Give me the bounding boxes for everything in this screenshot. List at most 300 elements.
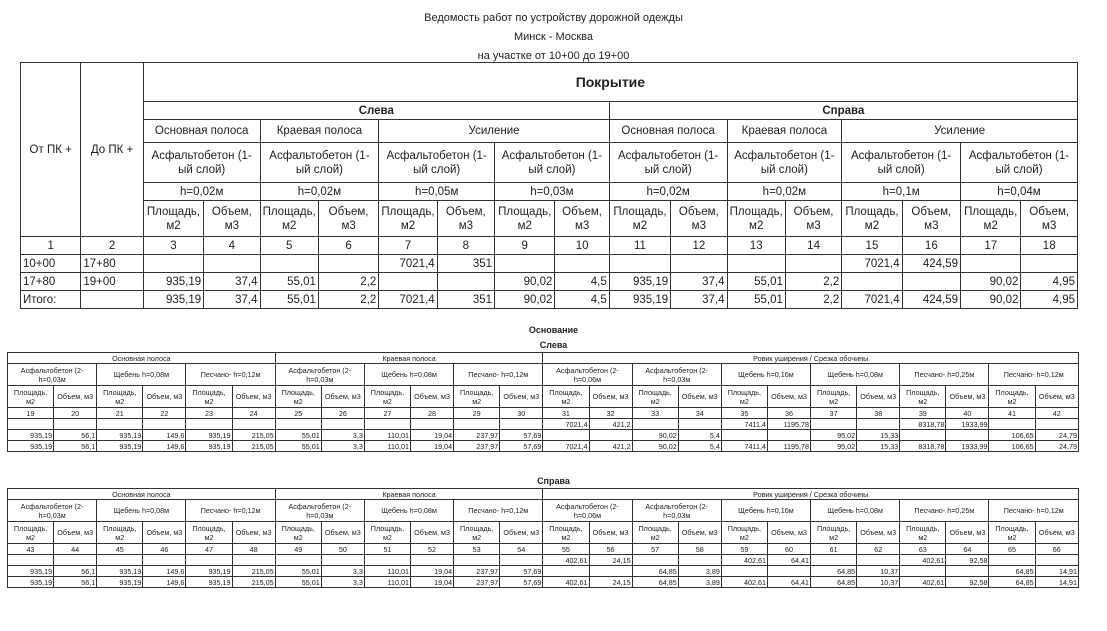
table-cell: 4,95 — [1021, 273, 1078, 291]
table-cell: 935,19 — [186, 441, 232, 452]
table-cell: 57,69 — [500, 430, 543, 441]
table-cell: 1195,78 — [767, 441, 810, 452]
table-cell: 10,37 — [857, 566, 900, 577]
column-number: 56 — [589, 544, 632, 555]
column-number: 30 — [500, 408, 543, 419]
table-cell: 24,15 — [589, 577, 632, 588]
area-header: Площадь, м2 — [364, 386, 410, 408]
area-header: Площадь, м2 — [842, 201, 902, 237]
table-cell: 95,02 — [811, 441, 857, 452]
column-number: 59 — [721, 544, 767, 555]
table-cell: 37,4 — [204, 273, 260, 291]
volume-header: Объем, м3 — [671, 201, 727, 237]
table-cell: Итого: — [21, 291, 81, 309]
column-number: 29 — [454, 408, 500, 419]
table-cell — [495, 255, 555, 273]
table-cell: 14,91 — [1035, 577, 1078, 588]
left-edge-lane: Краевая полоса — [260, 120, 379, 143]
table-cell: 55,01 — [260, 291, 318, 309]
cover-right-header: Справа — [609, 102, 1077, 120]
table-cell: 149,6 — [143, 577, 186, 588]
area-header: Площадь, м2 — [632, 386, 678, 408]
volume-header: Объем, м3 — [1021, 201, 1078, 237]
table-cell: 2,2 — [785, 291, 841, 309]
table-cell: 15,33 — [857, 430, 900, 441]
layer-label: Асфальтобетон (2- h=0,03м — [632, 500, 721, 522]
volume-header: Объем, м3 — [411, 386, 454, 408]
column-number: 21 — [97, 408, 143, 419]
volume-header: Объем, м3 — [411, 522, 454, 544]
table-cell: 7021,4 — [379, 291, 437, 309]
thickness: h=0,02м — [143, 183, 260, 201]
left-reinforcement: Усиление — [379, 120, 609, 143]
column-number: 10 — [555, 237, 609, 255]
area-header: Площадь, м2 — [632, 522, 678, 544]
table-cell: 15,33 — [857, 441, 900, 452]
volume-header: Объем, м3 — [143, 522, 186, 544]
column-number: 22 — [143, 408, 186, 419]
table-cell: 7021,4 — [842, 291, 902, 309]
table-cell: 935,19 — [186, 577, 232, 588]
table-cell: 64,41 — [767, 555, 810, 566]
table-cell: 935,19 — [97, 430, 143, 441]
column-number: 28 — [411, 408, 454, 419]
area-header: Площадь, м2 — [961, 201, 1021, 237]
table-cell: 64,85 — [989, 566, 1035, 577]
area-header: Площадь, м2 — [495, 201, 555, 237]
route-name: Минск - Москва — [513, 31, 594, 43]
table-cell — [785, 255, 841, 273]
table-cell: 90,02 — [495, 291, 555, 309]
layer-label: Асфальтобетон (2-h=0,03м — [8, 500, 97, 522]
column-number: 32 — [589, 408, 632, 419]
table-cell: 10+00 — [21, 255, 81, 273]
document-title: Ведомость работ по устройству дорожной одежды — [424, 12, 683, 24]
table-cell: 935,19 — [8, 441, 54, 452]
table-cell — [379, 273, 437, 291]
table-cell — [411, 419, 454, 430]
table-cell — [97, 555, 143, 566]
column-number: 57 — [632, 544, 678, 555]
volume-header: Объем, м3 — [500, 386, 543, 408]
column-number: 13 — [727, 237, 785, 255]
table-cell: 7021,4 — [543, 441, 589, 452]
volume-header: Объем, м3 — [678, 522, 721, 544]
layer-label: Щебень h=0,08м — [97, 364, 186, 386]
column-number: 65 — [989, 544, 1035, 555]
table-cell: 237,97 — [454, 430, 500, 441]
layer-label: Асфальтобетон (2- h=0,06м — [543, 364, 632, 386]
table-cell: 10,37 — [857, 577, 900, 588]
layer-label: Асфальтобетон (1-ый слой) — [143, 143, 260, 183]
table-cell — [842, 273, 902, 291]
column-number: 2 — [81, 237, 143, 255]
table-cell: 110,01 — [364, 430, 410, 441]
area-header: Площадь, м2 — [543, 386, 589, 408]
table-cell — [678, 419, 721, 430]
area-header: Площадь, м2 — [900, 386, 946, 408]
layer-label: Щебень h=0,08м — [97, 500, 186, 522]
column-number: 34 — [678, 408, 721, 419]
table-cell: 90,02 — [961, 273, 1021, 291]
table-cell — [186, 555, 232, 566]
table-cell: 351 — [437, 255, 494, 273]
column-number: 3 — [143, 237, 203, 255]
volume-header: Объем, м3 — [678, 386, 721, 408]
table-cell: 8318,78 — [900, 419, 946, 430]
table-cell: 215,05 — [232, 577, 275, 588]
table-cell — [321, 555, 364, 566]
table-cell — [364, 419, 410, 430]
area-header: Площадь, м2 — [721, 522, 767, 544]
area-header: Площадь, м2 — [8, 386, 54, 408]
table-cell: 149,6 — [143, 566, 186, 577]
volume-header: Объем, м3 — [437, 201, 494, 237]
thickness: h=0,04м — [961, 183, 1078, 201]
to-pk-header: До ПК + — [81, 63, 143, 237]
table-cell: 935,19 — [97, 566, 143, 577]
column-number: 45 — [97, 544, 143, 555]
thickness: h=0,02м — [260, 183, 379, 201]
table-cell: 7411,4 — [721, 441, 767, 452]
table-cell: 92,58 — [946, 555, 989, 566]
table-cell: 55,01 — [727, 291, 785, 309]
table-cell — [1035, 419, 1078, 430]
area-header: Площадь, м2 — [900, 522, 946, 544]
area-header: Площадь, м2 — [727, 201, 785, 237]
column-number: 12 — [671, 237, 727, 255]
column-number: 63 — [900, 544, 946, 555]
column-number: 35 — [721, 408, 767, 419]
column-number: 16 — [902, 237, 960, 255]
column-number: 20 — [54, 408, 97, 419]
table-cell — [857, 419, 900, 430]
area-header: Площадь, м2 — [275, 522, 321, 544]
table-cell: 19,04 — [411, 430, 454, 441]
column-number: 41 — [989, 408, 1035, 419]
table-cell — [946, 430, 989, 441]
column-number: 24 — [232, 408, 275, 419]
area-header: Площадь, м2 — [186, 386, 232, 408]
column-number: 23 — [186, 408, 232, 419]
cover-left-header: Слева — [143, 102, 609, 120]
area-header: Площадь, м2 — [811, 522, 857, 544]
table-cell: 935,19 — [143, 291, 203, 309]
table-cell — [321, 419, 364, 430]
table-cell: 2,2 — [318, 273, 378, 291]
table-cell: 1933,99 — [946, 441, 989, 452]
table-cell: 64,85 — [811, 577, 857, 588]
thickness: h=0,02м — [727, 183, 842, 201]
table-cell: 1933,99 — [946, 419, 989, 430]
thickness: h=0,1м — [842, 183, 961, 201]
table-cell: 237,97 — [454, 566, 500, 577]
table-cell: 55,01 — [275, 430, 321, 441]
table-cell — [54, 555, 97, 566]
table-cell — [555, 255, 609, 273]
table-cell — [767, 430, 810, 441]
column-number: 50 — [321, 544, 364, 555]
layer-label: Асфальтобетон (1-ый слой) — [260, 143, 379, 183]
table-cell: 110,01 — [364, 577, 410, 588]
table-cell — [364, 555, 410, 566]
area-header: Площадь, м2 — [989, 386, 1035, 408]
column-number: 6 — [318, 237, 378, 255]
column-number: 9 — [495, 237, 555, 255]
column-number: 62 — [857, 544, 900, 555]
table-cell: 106,65 — [989, 441, 1035, 452]
area-header: Площадь, м2 — [8, 522, 54, 544]
volume-header: Объем, м3 — [767, 522, 810, 544]
volume-header: Объем, м3 — [555, 201, 609, 237]
table-cell: 7411,4 — [721, 419, 767, 430]
table-cell: 402,61 — [900, 555, 946, 566]
layer-label: Песчано- h=0,12м — [989, 364, 1079, 386]
right-edge-lane: Краевая полоса — [727, 120, 842, 143]
table-cell — [81, 291, 143, 309]
column-number: 38 — [857, 408, 900, 419]
table-cell: 935,19 — [186, 430, 232, 441]
table-cell: 4,5 — [555, 273, 609, 291]
column-number: 61 — [811, 544, 857, 555]
table-cell — [811, 419, 857, 430]
table-cell: 4,5 — [555, 291, 609, 309]
table-cell: 402,61 — [721, 555, 767, 566]
from-pk-header: От ПК + — [21, 63, 81, 237]
table-cell — [632, 419, 678, 430]
table-cell — [275, 555, 321, 566]
volume-header: Объем, м3 — [318, 201, 378, 237]
table-cell: 90,02 — [632, 441, 678, 452]
base-main-lane: Основная полоса — [8, 489, 276, 500]
table-cell — [543, 430, 589, 441]
right-main-lane: Основная полоса — [609, 120, 727, 143]
volume-header: Объем, м3 — [232, 386, 275, 408]
table-cell: 55,01 — [260, 273, 318, 291]
column-number: 8 — [437, 237, 494, 255]
column-number: 36 — [767, 408, 810, 419]
column-number: 53 — [454, 544, 500, 555]
column-number: 43 — [8, 544, 54, 555]
table-cell: 5,4 — [678, 430, 721, 441]
column-number: 47 — [186, 544, 232, 555]
table-cell — [671, 255, 727, 273]
layer-label: Асфальтобетон (2-h=0,03м — [8, 364, 97, 386]
layer-label: Песчано- h=0,12м — [989, 500, 1079, 522]
table-cell — [500, 555, 543, 566]
column-number: 4 — [204, 237, 260, 255]
table-cell — [721, 566, 767, 577]
table-cell — [437, 273, 494, 291]
table-cell: 421,2 — [589, 441, 632, 452]
layer-label: Асфальтобетон (1-ый слой) — [961, 143, 1078, 183]
layer-label: Щебень h=0,08м — [811, 364, 900, 386]
table-cell: 64,85 — [632, 566, 678, 577]
table-cell: 95,02 — [811, 430, 857, 441]
area-header: Площадь, м2 — [989, 522, 1035, 544]
table-cell — [500, 419, 543, 430]
table-cell: 3,3 — [321, 430, 364, 441]
table-cell — [8, 419, 54, 430]
table-cell — [632, 555, 678, 566]
table-cell: 37,4 — [671, 273, 727, 291]
layer-label: Щебень h=0,16м — [721, 500, 810, 522]
column-number: 7 — [379, 237, 437, 255]
right-reinforcement: Усиление — [842, 120, 1078, 143]
table-cell: 7021,4 — [379, 255, 437, 273]
table-cell — [232, 555, 275, 566]
table-cell: 57,69 — [500, 577, 543, 588]
table-cell — [902, 273, 960, 291]
table-cell: 64,85 — [989, 577, 1035, 588]
column-number: 19 — [8, 408, 54, 419]
table-cell: 7021,4 — [543, 419, 589, 430]
column-number: 1 — [21, 237, 81, 255]
table-cell: 2,2 — [785, 273, 841, 291]
table-cell: 19,04 — [411, 566, 454, 577]
base-title: Основание — [528, 325, 579, 335]
table-cell: 935,19 — [8, 430, 54, 441]
table-cell — [54, 419, 97, 430]
layer-label: Песчано- h=0,25м — [900, 364, 989, 386]
column-number: 49 — [275, 544, 321, 555]
table-cell — [678, 555, 721, 566]
column-number: 42 — [1035, 408, 1078, 419]
table-cell: 215,05 — [232, 430, 275, 441]
base-main-lane: Основная полоса — [8, 353, 276, 364]
table-cell — [727, 255, 785, 273]
base-left-table — [7, 352, 1079, 452]
table-cell — [454, 419, 500, 430]
area-header: Площадь, м2 — [364, 522, 410, 544]
table-cell: 24,79 — [1035, 441, 1078, 452]
volume-header: Объем, м3 — [321, 522, 364, 544]
table-cell: 55,01 — [275, 566, 321, 577]
table-cell — [8, 555, 54, 566]
column-number: 15 — [842, 237, 902, 255]
column-number: 14 — [785, 237, 841, 255]
table-cell: 110,01 — [364, 441, 410, 452]
column-number: 31 — [543, 408, 589, 419]
column-number: 27 — [364, 408, 410, 419]
area-header: Площадь, м2 — [811, 386, 857, 408]
table-cell: 935,19 — [97, 441, 143, 452]
table-cell — [143, 555, 186, 566]
area-header: Площадь, м2 — [275, 386, 321, 408]
volume-header: Объем, м3 — [54, 522, 97, 544]
table-cell: 56,1 — [54, 441, 97, 452]
table-cell: 64,41 — [767, 577, 810, 588]
table-cell: 110,01 — [364, 566, 410, 577]
layer-label: Асфальтобетон (2- h=0,03м — [632, 364, 721, 386]
volume-header: Объем, м3 — [54, 386, 97, 408]
area-header: Площадь, м2 — [609, 201, 670, 237]
table-cell: 17+80 — [21, 273, 81, 291]
table-cell — [609, 255, 670, 273]
table-cell: 935,19 — [97, 577, 143, 588]
table-cell — [411, 555, 454, 566]
area-header: Площадь, м2 — [97, 522, 143, 544]
table-cell: 64,85 — [632, 577, 678, 588]
volume-header: Объем, м3 — [143, 386, 186, 408]
column-number: 25 — [275, 408, 321, 419]
column-number: 44 — [54, 544, 97, 555]
table-cell: 402,61 — [900, 577, 946, 588]
volume-header: Объем, м3 — [500, 522, 543, 544]
column-number: 17 — [961, 237, 1021, 255]
table-cell: 3,3 — [321, 566, 364, 577]
base-left-title: Слева — [539, 340, 568, 350]
table-cell: 237,97 — [454, 577, 500, 588]
volume-header: Объем, м3 — [946, 522, 989, 544]
column-number: 55 — [543, 544, 589, 555]
layer-label: Щебень h=0,08м — [811, 500, 900, 522]
table-cell — [1035, 555, 1078, 566]
table-cell: 935,19 — [186, 566, 232, 577]
volume-header: Объем, м3 — [902, 201, 960, 237]
table-cell — [454, 555, 500, 566]
table-cell: 5,4 — [678, 441, 721, 452]
column-number: 66 — [1035, 544, 1078, 555]
base-widening: Ровик уширения / Срезка обочины — [543, 489, 1079, 500]
table-cell: 215,05 — [232, 566, 275, 577]
table-cell: 24,79 — [1035, 430, 1078, 441]
volume-header: Объем, м3 — [946, 386, 989, 408]
layer-label: Щебень h=0,16м — [721, 364, 810, 386]
table-cell — [989, 555, 1035, 566]
area-header: Площадь, м2 — [721, 386, 767, 408]
layer-label: Песчано- h=0,25м — [900, 500, 989, 522]
area-header: Площадь, м2 — [143, 201, 203, 237]
table-cell: 90,02 — [495, 273, 555, 291]
table-cell: 402,61 — [543, 555, 589, 566]
table-cell — [1021, 255, 1078, 273]
column-number: 48 — [232, 544, 275, 555]
volume-header: Объем, м3 — [767, 386, 810, 408]
table-cell — [811, 555, 857, 566]
section-range: на участке от 10+00 до 19+00 — [477, 50, 630, 62]
table-cell — [232, 419, 275, 430]
table-cell: 37,4 — [204, 291, 260, 309]
table-cell — [543, 566, 589, 577]
area-header: Площадь, м2 — [454, 386, 500, 408]
table-cell — [989, 419, 1035, 430]
table-cell — [721, 430, 767, 441]
table-cell: 14,91 — [1035, 566, 1078, 577]
table-cell: 935,19 — [8, 566, 54, 577]
table-cell: 57,69 — [500, 441, 543, 452]
table-cell — [589, 430, 632, 441]
layer-label: Асфальтобетон (2- h=0,03м — [275, 500, 364, 522]
table-cell — [961, 255, 1021, 273]
table-cell — [97, 419, 143, 430]
volume-header: Объем, м3 — [589, 522, 632, 544]
table-cell: 237,97 — [454, 441, 500, 452]
base-right-title: Справа — [537, 476, 570, 486]
table-cell: 55,01 — [275, 441, 321, 452]
table-cell — [143, 419, 186, 430]
table-cell: 935,19 — [143, 273, 203, 291]
volume-header: Объем, м3 — [1035, 386, 1078, 408]
table-cell: 935,19 — [609, 291, 670, 309]
table-cell: 19,04 — [411, 441, 454, 452]
table-cell: 37,4 — [671, 291, 727, 309]
table-cell — [857, 555, 900, 566]
table-cell: 19+00 — [81, 273, 143, 291]
cover-table — [20, 62, 1078, 309]
table-cell: 402,61 — [721, 577, 767, 588]
table-cell: 57,69 — [500, 566, 543, 577]
